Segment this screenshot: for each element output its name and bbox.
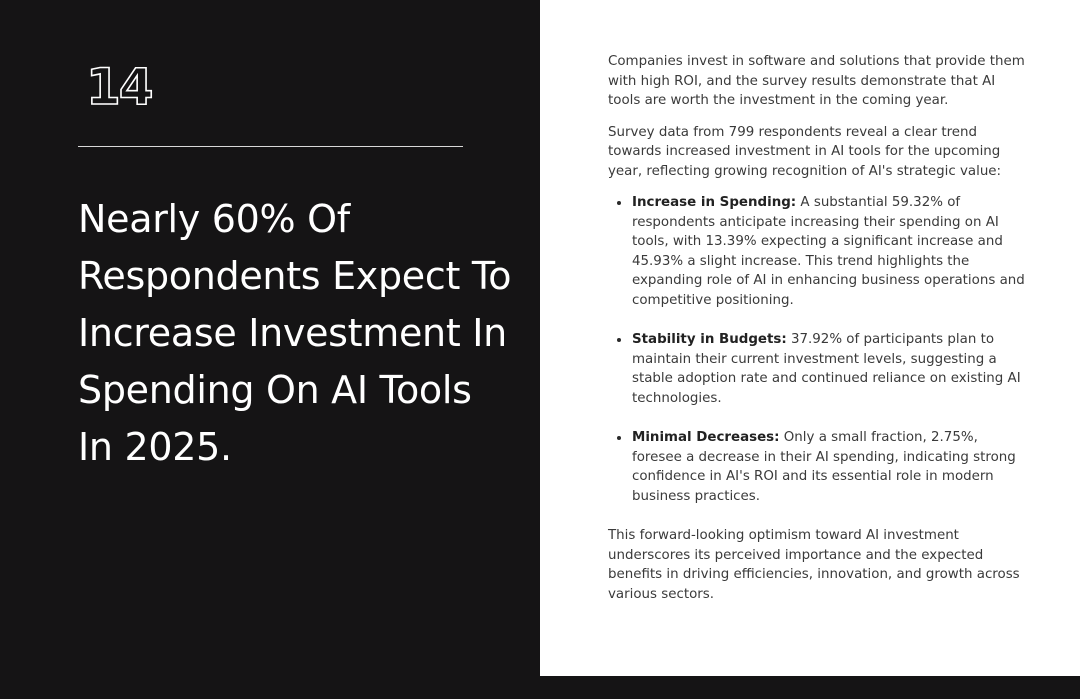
finding-text: A substantial 59.32% of respondents anticipate increasing their spending on AI tools, with 13.39% expecting a significant increase and 45.93% a slight increase. This trend highlights the expanding role of AI in enhancing business operations and competitive positioning. — [632, 195, 1025, 308]
finding-increase-spending — [608, 193, 1026, 310]
finding-text: 37.92% of participants plan to maintain their current investment levels, suggesting a stable adoption rate and continued reliance on existing AI technologies. — [632, 332, 1021, 406]
headline: Nearly 60% Of Respondents Expect To Increase Investment In Spending On AI Tools In 2025. — [78, 197, 512, 469]
bottom-strip — [540, 676, 1080, 699]
survey-paragraph: Survey data from 799 respondents reveal a clear trend towards increased investment in AI tools for the upcoming year, reflecting growing recognition of AI's strategic value: — [608, 124, 1002, 179]
finding-stability-budgets — [608, 330, 1026, 408]
conclusion-paragraph: This forward-looking optimism toward AI investment underscores its perceived importance and the expected benefits in driving efficiencies, innovation, and growth across various sectors. — [608, 528, 1020, 602]
finding-text: Only a small fraction, 2.75%, foresee a decrease in their AI spending, indicating strong confidence in AI's ROI and its essential role in modern business practices. — [632, 430, 1016, 504]
body-copy — [608, 52, 1026, 616]
page-number: 14 — [86, 58, 152, 116]
finding-term: Stability in Budgets: — [632, 332, 787, 347]
finding-term: Increase in Spending: — [632, 195, 797, 210]
findings-list — [608, 193, 1026, 506]
right-panel — [540, 0, 1080, 676]
finding-term: Minimal Decreases: — [632, 430, 780, 445]
finding-minimal-decreases — [608, 428, 1026, 506]
intro-paragraph: Companies invest in software and solutions that provide them with high ROI, and the survey results demonstrate that AI tools are worth the investment in the coming year. — [608, 54, 1025, 108]
divider — [78, 146, 463, 147]
